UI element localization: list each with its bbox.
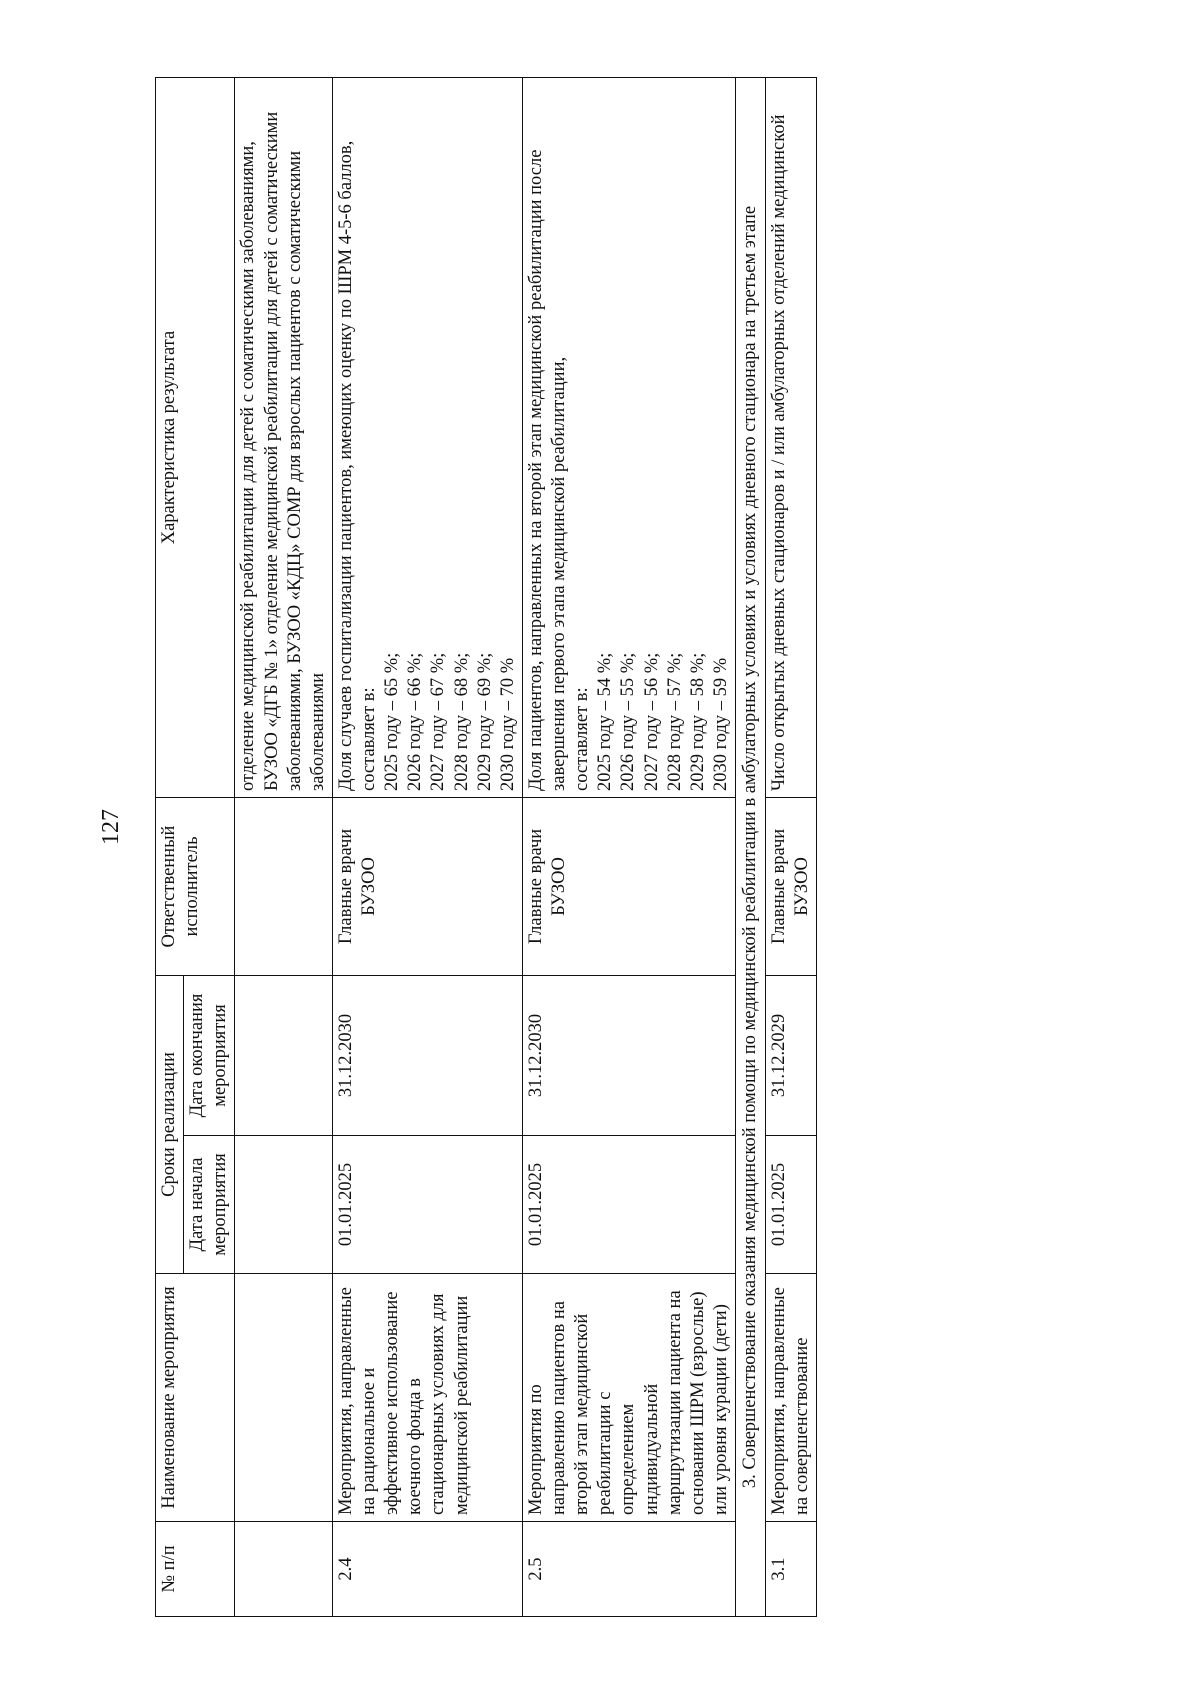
header-num: № п/п: [156, 1522, 235, 1617]
row-responsible: Главные врачи БУЗОО: [332, 798, 522, 976]
row-responsible: Главные врачи БУЗОО: [766, 798, 817, 976]
header-end: Дата окончания мероприятия: [184, 976, 235, 1136]
row-start: 01.01.2025: [332, 1136, 522, 1274]
table-row: [522, 78, 735, 1617]
row-name: Мероприятия, направленные на совершенствование: [766, 1274, 817, 1522]
row-responsible: [235, 798, 333, 976]
row-num: [235, 1522, 333, 1617]
page-number: 127: [98, 809, 124, 845]
row-start: [235, 1136, 333, 1274]
section-heading: 3. Совершенствование оказания медицинской помощи по медицинской реабилитации в амбулаторных условиях и условиях дневного стационара на третьем этапе: [736, 78, 766, 1617]
row-num: 2.5: [522, 1522, 735, 1617]
row-end: 31.12.2030: [332, 976, 522, 1136]
header-responsible: Ответственный исполнитель: [156, 798, 235, 976]
row-start: 01.01.2025: [766, 1136, 817, 1274]
row-name: [235, 1274, 333, 1522]
row-end: [235, 976, 333, 1136]
row-num: 2.4: [332, 1522, 522, 1617]
row-end: 31.12.2029: [766, 976, 817, 1136]
header-start: Дата начала мероприятия: [184, 1136, 235, 1274]
table-row: [332, 78, 522, 1617]
row-result: Доля случаев госпитализации пациентов, имеющих оценку по ШРМ 4-5-6 баллов, составляет в: 2025 году – 65 %; 2026 году – 66 %; 2027 году – 67 %; 2028 году – 68 %; 2029 году – 69 %; 2030 году – 70 %: [332, 78, 522, 798]
row-name: Мероприятия, направленные на рациональное и эффективное использование коечного фонда в стационарных условиях для медицинской реабилитации: [332, 1274, 522, 1522]
row-result: Число открытых дневных стационаров и / или амбулаторных отделений медицинской: [766, 78, 817, 798]
measures-table: [155, 77, 817, 1617]
table-row: [766, 78, 817, 1617]
row-responsible: Главные врачи БУЗОО: [522, 798, 735, 976]
header-name: Наименование мероприятия: [156, 1274, 235, 1522]
header-row-1: [156, 78, 184, 1617]
row-start: 01.01.2025: [522, 1136, 735, 1274]
row-num: 3.1: [766, 1522, 817, 1617]
row-result: отделение медицинской реабилитации для детей с соматическими заболеваниями, БУЗОО «ДГБ № 1» отделение медицинской реабилитации для детей с соматическими заболеваниями, БУЗОО «КДЦ» СОМР для взрослых пациентов с соматическими заболеваниями: [235, 78, 333, 798]
row-result: Доля пациентов, направленных на второй этап медицинской реабилитации после завершения первого этапа медицинской реабилитации, составляет в: 2025 году – 54 %; 2026 году – 55 %; 2027 году – 56 %; 2028 году – 57 %; 2029 году – 58 %; 2030 году – 59 %: [522, 78, 735, 798]
table-row: [235, 78, 333, 1617]
header-terms: Сроки реализации: [156, 976, 184, 1274]
row-name: Мероприятия по направлению пациентов на второй этап медицинской реабилитации с определением индивидуальной маршрутизации пациента на основании ШРМ (взрослые) или уровня курации (дети): [522, 1274, 735, 1522]
header-result: Характеристика результата: [156, 78, 235, 798]
section-row: [736, 78, 766, 1617]
row-end: 31.12.2030: [522, 976, 735, 1136]
rotated-table-container: [155, 78, 1085, 1617]
